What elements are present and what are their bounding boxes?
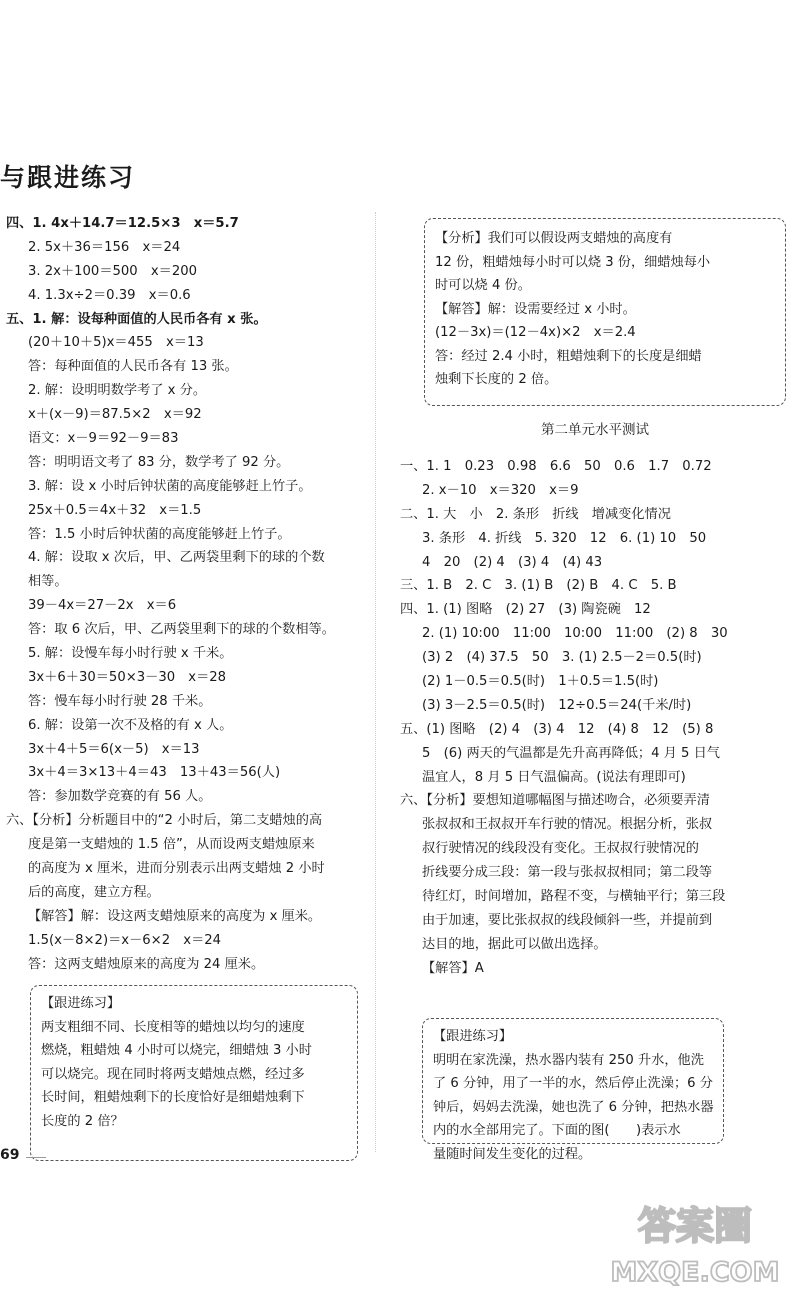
watermark-logo [600,1195,790,1291]
analysis-line: 12 份，粗蜡烛每小时可以烧 3 份，细蜡烛每小 [435,254,711,270]
answer-line: 2. (1) 10:00 11:00 10:00 11:00 (2) 8 30 [422,626,728,642]
analysis-line: 【分析】我们可以假设两支蜡烛的高度有 [435,231,673,246]
page-heading: 与跟进练习 [0,163,136,192]
answer-line: 待红灯，时间增加，路程不变，与横轴平行；第三段 [422,889,726,905]
answer-line: (3) 3－2.5＝0.5(时) 12÷0.5＝24(千米/时) [422,697,692,713]
page-number: 69 [0,1147,20,1163]
answer-line: 3. 2x＋100＝500 x＝200 [28,263,198,279]
answer-line: 四、1. (1) 图略 (2) 27 (3) 陶瓷碗 12 [400,602,651,618]
answer-line: 39－4x＝27－2x x＝6 [28,598,177,614]
answer-line: 度是第一支蜡烛的 1.5 倍”，从而设两支蜡烛原来 [28,837,315,853]
answer-line: 【解答】解：设这两支蜡烛原来的高度为 x 厘米。 [28,908,322,924]
follow-up-line: 【跟进练习】 [41,996,121,1011]
answer-line: (3) 2 (4) 37.5 50 3. (1) 2.5－2＝0.5(时) [422,650,702,666]
answer-line: 相等。 [28,574,68,590]
follow-up-line: 燃烧，粗蜡烛 4 小时可以烧完，细蜡烛 3 小时 [41,1043,312,1058]
follow-up-box-candles [30,985,358,1161]
answer-line: 四、1. 4x＋14.7＝12.5×3 x＝5.7 [6,216,239,231]
answer-line: 张叔叔和王叔叔开车行驶的情况。根据分析，张叔 [422,817,713,833]
answer-line: 五、(1) 图略 (2) 4 (3) 4 12 (4) 8 12 (5) 8 [400,721,714,737]
follow-up-line: 【跟进练习】 [433,1029,513,1044]
answer-line: 叔行驶情况的线段没有变化。王叔叔行驶情况的 [422,841,699,857]
left-column [6,212,372,977]
answer-line: 温宜人，8 月 5 日气温偏高。(说法有理即可) [422,769,686,785]
answer-line: x＋(x－9)＝87.5×2 x＝92 [28,407,202,423]
follow-up-line: 长度的 2 倍？ [41,1113,124,1129]
follow-up-line: 两支粗细不同、长度相等的蜡烛以均匀的速度 [41,1019,305,1035]
answer-line: 3x＋6＋30＝50×3－30 x＝28 [28,669,227,685]
answer-line: 3. 解：设 x 小时后钟状菌的高度能够赶上竹子。 [28,478,312,494]
answer-line: 三、1. B 2. C 3. (1) B (2) B 4. C 5. B [400,578,677,594]
answer-line: 达目的地，据此可以做出选择。 [422,936,607,952]
answer-line: 4. 1.3x÷2＝0.39 x＝0.6 [28,287,191,303]
follow-up-line: 可以烧完。现在同时将两支蜡烛点燃，经过多 [41,1066,305,1082]
answer-line: 4 20 (2) 4 (3) 4 (4) 43 [422,554,603,570]
analysis-box [424,218,786,406]
column-divider [375,212,376,1152]
follow-up-line: 量随时间发生变化的过程。 [433,1146,592,1162]
analysis-line: 时可以烧 4 份。 [435,278,531,293]
answer-line: 5. 解：设慢车每小时行驶 x 千米。 [28,646,233,662]
answer-line: 答：明明语文考了 83 分，数学考了 92 分。 [28,454,290,470]
answer-line: 2. 5x＋36＝156 x＝24 [28,239,181,255]
answer-line: 的高度为 x 厘米，进而分别表示出两支蜡烛 2 小时 [28,861,325,877]
answer-line: 4. 解：设取 x 次后，甲、乙两袋里剩下的球的个数 [28,550,325,566]
answer-line: (2) 1－0.5＝0.5(时) 1＋0.5＝1.5(时) [422,674,659,690]
answer-line: 2. 解：设明明数学考了 x 分。 [28,383,207,399]
analysis-line: (12－3x)＝(12－4x)×2 x＝2.4 [435,325,636,340]
answer-line: (20＋10＋5)x＝455 x＝13 [28,335,204,351]
answer-line: 答：取 6 次后，甲、乙两袋里剩下的球的个数相等。 [28,622,335,638]
answer-line: 一、1. 1 0.23 0.98 6.6 50 0.6 1.7 0.72 [400,459,712,474]
answer-line: 3. 条形 4. 折线 5. 320 12 6. (1) 10 50 [422,530,707,546]
answer-line: 五、1. 解：设每种面值的人民币各有 x 张。 [6,311,267,327]
analysis-line: 答：经过 2.4 小时，粗蜡烛剩下的长度是细蜡 [435,348,702,364]
answer-line: 2. x－10 x＝320 x＝9 [422,482,579,498]
answer-line: 1.5(x－8×2)＝x－6×2 x＝24 [28,932,222,948]
answer-line: 6. 解：设第一次不及格的有 x 人。 [28,717,233,733]
analysis-line: 烛剩下长度的 2 倍。 [435,372,558,387]
answer-line: 由于加速，要比张叔叔的线段倾斜一些，并提前到 [422,912,713,928]
follow-up-line: 内的水全部用完了。下面的图( )表示水 [433,1123,681,1138]
answer-line: 25x＋0.5＝4x＋32 x＝1.5 [28,502,202,518]
answer-line: 六、【分析】分析题目中的“2 小时后，第二支蜡烛的高 [6,813,323,829]
answer-line: 折线要分成三段：第一段与张叔叔相同；第二段等 [422,865,713,881]
answer-line: 答：参加数学竞赛的有 56 人。 [28,789,212,805]
answer-line: 3x＋4＝3×13＋4＝43 13＋43＝56(人) [28,765,281,781]
answer-line: 答：每种面值的人民币各有 13 张。 [28,359,238,375]
answer-line: 5 (6) 两天的气温都是先升高再降低；4 月 5 日气 [422,745,720,761]
watermark-top-text: 答案圈 [637,1204,753,1248]
follow-up-line: 明明在家洗澡，热水器内装有 250 升水，他洗 [433,1052,704,1068]
answer-line: 六、【分析】要想知道哪幅图与描述吻合，必须要弄清 [400,793,710,809]
answer-line: 【解答】A [422,960,484,976]
answer-line: 答：这两支蜡烛原来的高度为 24 厘米。 [28,956,265,972]
right-column [400,455,790,981]
page-number-rule [26,1157,46,1158]
follow-up-line: 钟后，妈妈去洗澡，她也洗了 6 分钟，把热水器 [433,1099,714,1115]
answer-line: 后的高度，建立方程。 [28,884,160,900]
watermark-bottom-text: MXQE.COM [610,1257,780,1288]
answer-line: 3x＋4＋5＝6(x－5) x＝13 [28,741,200,757]
answer-line: 答：1.5 小时后钟状菌的高度能够赶上竹子。 [28,526,291,542]
follow-up-line: 长时间，粗蜡烛剩下的长度恰好是细蜡烛剩下 [41,1090,305,1105]
follow-up-box-water [422,1018,724,1162]
answer-line: 答：慢车每小时行驶 28 千米。 [28,693,212,709]
section-title: 第二单元水平测试 [541,422,649,438]
analysis-line: 【解答】解：设需要经过 x 小时。 [435,301,636,317]
follow-up-line: 了 6 分钟，用了一半的水，然后停止洗澡；6 分 [433,1076,713,1091]
answer-line: 语文：x－9＝92－9＝83 [28,431,179,447]
answer-line: 二、1. 大 小 2. 条形 折线 增减变化情况 [400,506,671,522]
